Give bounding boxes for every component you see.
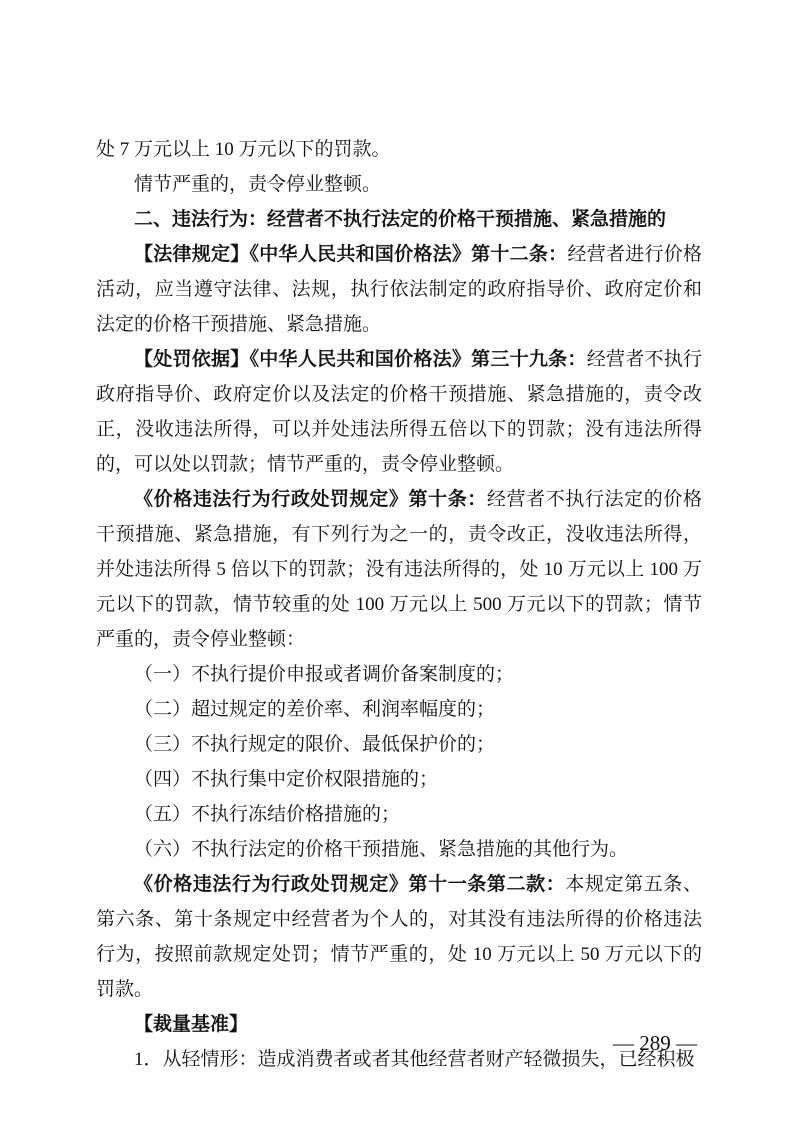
- penalty-basis-price-law-body: 经营者不执行政府指导价、政府定价以及法定的价格干预措施、紧急措施的，责令改正，没收违法所得，可以并处违法所得五倍以下的罚款；没有违法所得的，可以处以罚款；情节严重的，责令停业整顿。: [96, 349, 702, 475]
- discretion-criteria-heading: 【裁量基准】: [134, 1014, 249, 1035]
- list-item-2: （二）超过规定的差价率、利润率幅度的；: [134, 699, 496, 720]
- penalty-basis-article10-lead: 《价格违法行为行政处罚规定》第十条：: [134, 489, 487, 510]
- penalty-basis-price-law-lead: 【处罚依据】《中华人民共和国价格法》第三十九条：: [134, 349, 587, 370]
- paragraph-lenient-circumstances: 1．从轻情形：造成消费者或者其他经营者财产轻微损失，已经积极: [134, 1049, 695, 1070]
- penalty-basis-article11-lead: 《价格违法行为行政处罚规定》第十一条第二款：: [134, 874, 566, 895]
- list-item-5: （五）不执行冻结价格措施的；: [134, 804, 401, 825]
- page-number: — 289 —: [613, 1031, 697, 1055]
- penalty-basis-article10-body: 经营者不执行法定的价格干预措施、紧急措施，有下列行为之一的，责令改正，没收违法所得，并处违法所得 5 倍以下的罚款；没有违法所得的，处 10 万元以上 100 万元以下的罚款，情节较重的处 100 万元以上 500 万元以下的罚款；情节严重的，责令停业整顿：: [96, 489, 702, 650]
- list-item-1: （一）不执行提价申报或者调价备案制度的；: [134, 664, 515, 685]
- penalty-basis-article11-body: 本规定第五条、第六条、第十条规定中经营者为个人的，对其没有违法所得的价格违法行为，按照前款规定处罚；情节严重的，处 10 万元以上 50 万元以下的罚款。: [96, 874, 702, 1000]
- paragraph-law-basis: [96, 237, 702, 342]
- section-heading-violation-2: 二、违法行为：经营者不执行法定的价格干预措施、紧急措施的: [134, 209, 667, 230]
- paragraph-penalty-basis-price-law: [96, 342, 702, 482]
- page-content: [96, 132, 702, 1077]
- paragraph-penalty-basis-article10: [96, 482, 702, 657]
- law-basis-body: 经营者进行价格活动，应当遵守法律、法规，执行依法制定的政府指导价、政府定价和法定的价格干预措施、紧急措施。: [96, 244, 702, 335]
- law-basis-lead: 【法律规定】《中华人民共和国价格法》第十二条：: [134, 244, 568, 265]
- list-item-3: （三）不执行规定的限价、最低保护价的；: [134, 734, 496, 755]
- paragraph-penalty-basis-article11: [96, 867, 702, 1007]
- list-item-6: （六）不执行法定的价格干预措施、紧急措施的其他行为。: [134, 839, 629, 860]
- paragraph-fine-continuation: 处 7 万元以上 10 万元以下的罚款。: [96, 139, 391, 160]
- list-item-4: （四）不执行集中定价权限措施的；: [134, 769, 439, 790]
- paragraph-severe-case: 情节严重的，责令停业整顿。: [134, 174, 382, 195]
